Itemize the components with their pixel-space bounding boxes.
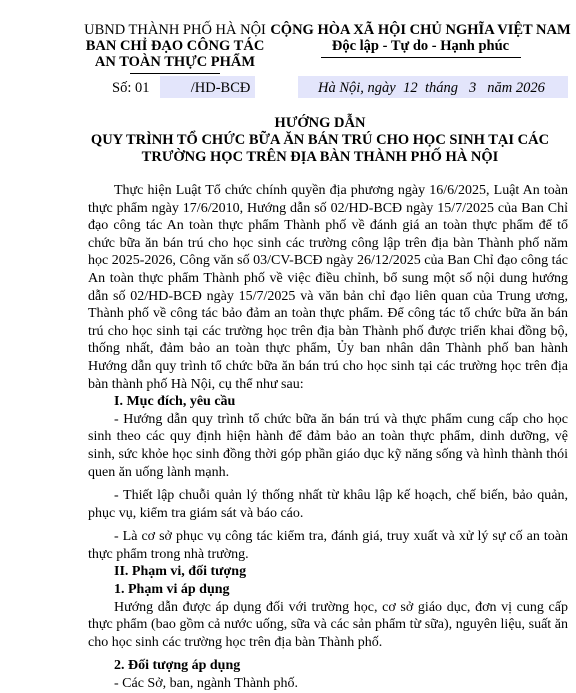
agency-line-3: AN TOÀN THỰC PHẨM bbox=[94, 54, 256, 70]
doc-number-suffix: /HD-BCĐ bbox=[190, 80, 251, 96]
section-1-item-1: - Hướng dẫn quy trình tổ chức bữa ăn bán trú và thực phẩm cung cấp cho học sinh theo các quy định hiện hành để đảm bảo an toàn thực phẩm, dinh dưỡng, vệ sinh, sức khỏe học sinh đồng thời góp phần giáo dục kỹ năng sống và hình thành thói quen ăn uống lành mạnh. bbox=[88, 411, 568, 480]
doc-number bbox=[112, 80, 250, 97]
national-motto-block bbox=[265, 22, 576, 58]
nation-line-1: CỘNG HÒA XÃ HỘI CHỦ NGHĨA VIỆT NAM bbox=[270, 22, 571, 38]
document-title-block bbox=[70, 115, 570, 166]
document-kind: HƯỚNG DẪN bbox=[274, 115, 366, 131]
doc-number-prefix: Số: 01 bbox=[112, 80, 150, 96]
section-1-item-3: - Là cơ sở phục vụ công tác kiểm tra, đánh giá, truy xuất và xử lý sự cố an toàn thực phẩm trong nhà trường. bbox=[88, 529, 568, 562]
date-year: năm 2026 bbox=[487, 80, 545, 96]
section-1-item-2: - Thiết lập chuỗi quản lý thống nhất từ khâu lập kế hoạch, chế biến, bảo quản, phục vụ, kiểm tra giám sát và báo cáo. bbox=[88, 488, 568, 521]
section-1-heading: I. Mục đích, yêu cầu bbox=[114, 394, 236, 410]
intro-paragraph: Thực hiện Luật Tổ chức chính quyền địa phương ngày 16/6/2025, Luật An toàn thực phẩm ngày 17/6/2010, Hướng dẫn số 02/HD-BCĐ ngày 15/7/2025 của Ban Chỉ đạo công tác An toàn thực phẩm Thành phố về đánh giá an toàn thực phẩm để tổ chức bữa ăn bán trú cho học sinh các trường công lập trên địa bàn Thành phố năm học 2025-2026, Công văn số 03/CV-BCĐ ngày 26/12/2025 của Ban Chỉ đạo công tác An toàn thực phẩm Thành phố về việc điều chỉnh, bổ sung một số nội dung hướng dẫn số 02/HD-BCĐ ngày 15/7/2025 và văn bản chỉ đạo liên quan của Trung ương, Thành phố về công tác bảo đảm an toàn thực phẩm. Để công tác tổ chức bữa ăn bán trú cho học sinh tại các trường học trên địa bàn Thành phố được triển khai đồng bộ, thống nhất, đảm bảo an toàn thực phẩm, Ủy ban nhân dân Thành phố ban hành Hướng dẫn quy trình tổ chức bữa ăn bán trú cho học sinh tại các trường học trên địa bàn thành phố Hà Nội, cụ thể như sau: bbox=[88, 183, 568, 392]
date-day: 12 bbox=[403, 80, 418, 96]
date-place: Hà Nội, ngày bbox=[318, 80, 396, 96]
section-2-heading: II. Phạm vi, đối tượng bbox=[114, 564, 247, 580]
issue-date bbox=[318, 80, 545, 97]
date-month: 3 bbox=[469, 80, 477, 96]
nation-line-2: Độc lập - Tự do - Hạnh phúc bbox=[331, 38, 510, 54]
issuing-agency-block bbox=[70, 22, 280, 74]
agency-line-2: BAN CHỈ ĐẠO CÔNG TÁC bbox=[85, 38, 265, 54]
section-2-2-heading: 2. Đối tượng áp dụng bbox=[114, 658, 241, 674]
section-2-2-item-1: - Các Sở, ban, ngành Thành phố. bbox=[114, 676, 299, 692]
title-line-1: QUY TRÌNH TỔ CHỨC BỮA ĂN BÁN TRÚ CHO HỌC SINH TẠI CÁC bbox=[90, 132, 550, 148]
agency-line-1: UBND THÀNH PHỐ HÀ NỘI bbox=[84, 22, 266, 38]
section-2-1-heading: 1. Phạm vi áp dụng bbox=[114, 582, 230, 598]
agency-underline bbox=[130, 73, 220, 74]
motto-underline bbox=[321, 57, 521, 58]
date-month-label: tháng bbox=[424, 80, 459, 96]
title-line-2: TRƯỜNG HỌC TRÊN ĐỊA BÀN THÀNH PHỐ HÀ NỘI bbox=[141, 149, 499, 165]
section-2-1-paragraph: Hướng dẫn được áp dụng đối với trường học, cơ sở giáo dục, đơn vị cung cấp thực phẩm (bao gồm cả nước uống, sữa và các sản phẩm từ sữa), nguyên liệu, suất ăn cho học sinh các trường học trên địa bàn Thành phố. bbox=[88, 599, 568, 650]
document-body bbox=[88, 182, 568, 693]
